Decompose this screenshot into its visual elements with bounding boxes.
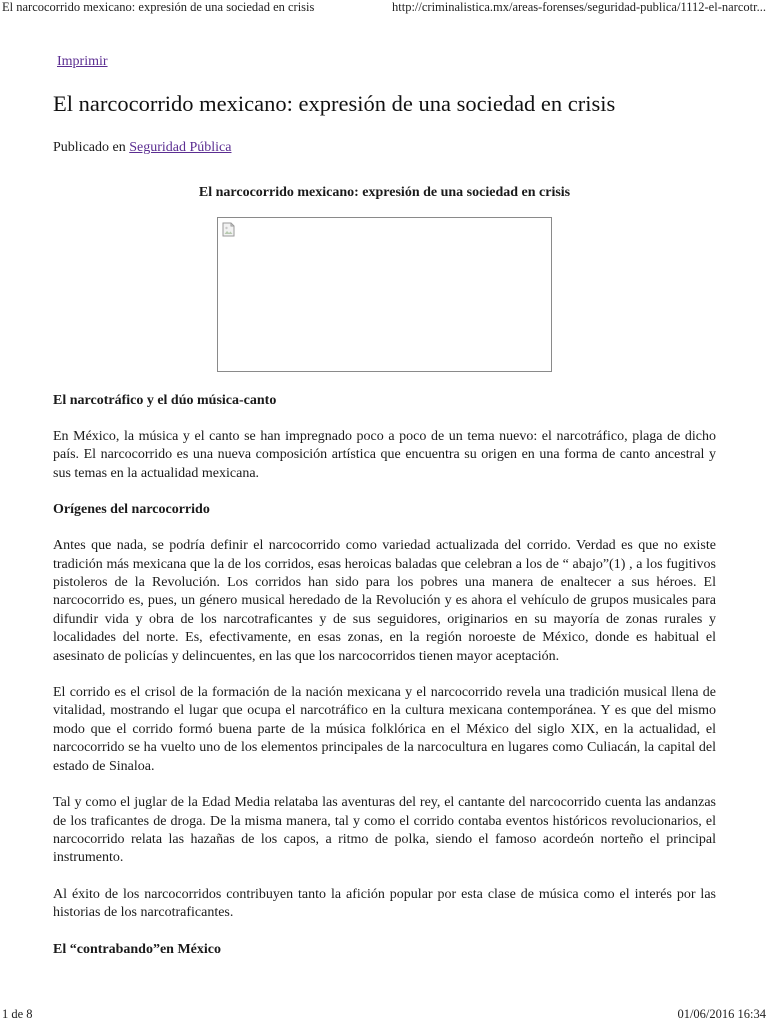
print-datetime: 01/06/2016 16:34	[677, 1007, 766, 1021]
article-title: El narcocorrido mexicano: expresión de una sociedad en crisis	[53, 91, 616, 116]
paragraph: Al éxito de los narcocorridos contribuyen tanto la afición popular por esta clase de música como el interés por las historias de los narcotraficantes.	[53, 886, 716, 921]
section-heading-contrabando: El “contrabando”en México	[53, 941, 221, 957]
page-number: 1 de 8	[2, 1007, 33, 1021]
paragraph: Antes que nada, se podría definir el narcocorrido como variedad actualizada del corrido. Verdad es que no existe tradición más mexicana que la de los corridos, esas heroicas baladas que celebran a los de “ abajo”(1) , a los fugitivos pistoleros de la Revolución. Los corridos han sido para los pobres una manera de enaltecer a sus héroes. El narcocorrido es, pues, un género musical heredado de la Revolución y es ahora el vehículo de grupos musicales para difundir vida y obra de los narcotraficantes y de sus seguidores, originarios en su mayoría de zonas rurales y localidades del norte. Es, efectivamente, en esas zonas, en la región noroeste de México, donde es habitual el asesinato de policías y delincuentes, en las que los narcocorridos tienen mayor aceptación.	[53, 538, 716, 664]
published-prefix: Publicado en	[53, 140, 126, 155]
paragraph: El corrido es el crisol de la formación de la nación mexicana y el narcocorrido revela una tradición musical llena de vitalidad, mostrando el lugar que ocupa el narcotráfico en la cultura mexicana contemporánea. Y es que del mismo modo que el corrido formó buena parte de la música folklórica en el México del siglo XIX, en la actualidad, el narcocorrido se ha vuelto uno de los elementos principales de la narcocultura en lugares como Culiacán, la capital del estado de Sinaloa.	[53, 685, 716, 774]
print-link[interactable]: Imprimir	[57, 54, 108, 69]
category-link[interactable]: Seguridad Pública	[129, 140, 232, 155]
print-footer	[0, 1007, 768, 1023]
article-image-placeholder	[217, 217, 552, 372]
article-subtitle: El narcocorrido mexicano: expresión de una sociedad en crisis	[198, 185, 571, 200]
paragraph: En México, la música y el canto se han impregnado poco a poco de un tema nuevo: el narcotráfico, plaga de dicho país. El narcocorrido es una nueva composición artística que encuentra su origen en una forma de canto ancestral y sus temas en la actualidad mexicana.	[53, 429, 716, 481]
article-content	[53, 52, 716, 959]
section-heading-origenes: Orígenes del narcocorrido	[53, 502, 210, 518]
print-header-title: El narcocorrido mexicano: expresión de una sociedad en crisis	[2, 0, 315, 14]
section-heading-narcotrafico: El narcotráfico y el dúo música-canto	[53, 393, 277, 408]
paragraph: Tal y como el juglar de la Edad Media relataba las aventuras del rey, el cantante del narcocorrido cuenta las andanzas de los traficantes de droga. De la misma manera, tal y como el corrido contaba eventos históricos revolucionarios, el narcocorrido relata las hazañas de los capos, a ritmo de polka, siendo el famoso acordeón norteño el principal instrumento.	[53, 795, 716, 866]
broken-image-icon	[222, 222, 235, 237]
print-header	[0, 0, 768, 16]
print-header-url: http://criminalistica.mx/areas-forenses/seguridad-publica/1112-el-narcotr...	[392, 0, 766, 14]
published-in	[53, 138, 716, 158]
